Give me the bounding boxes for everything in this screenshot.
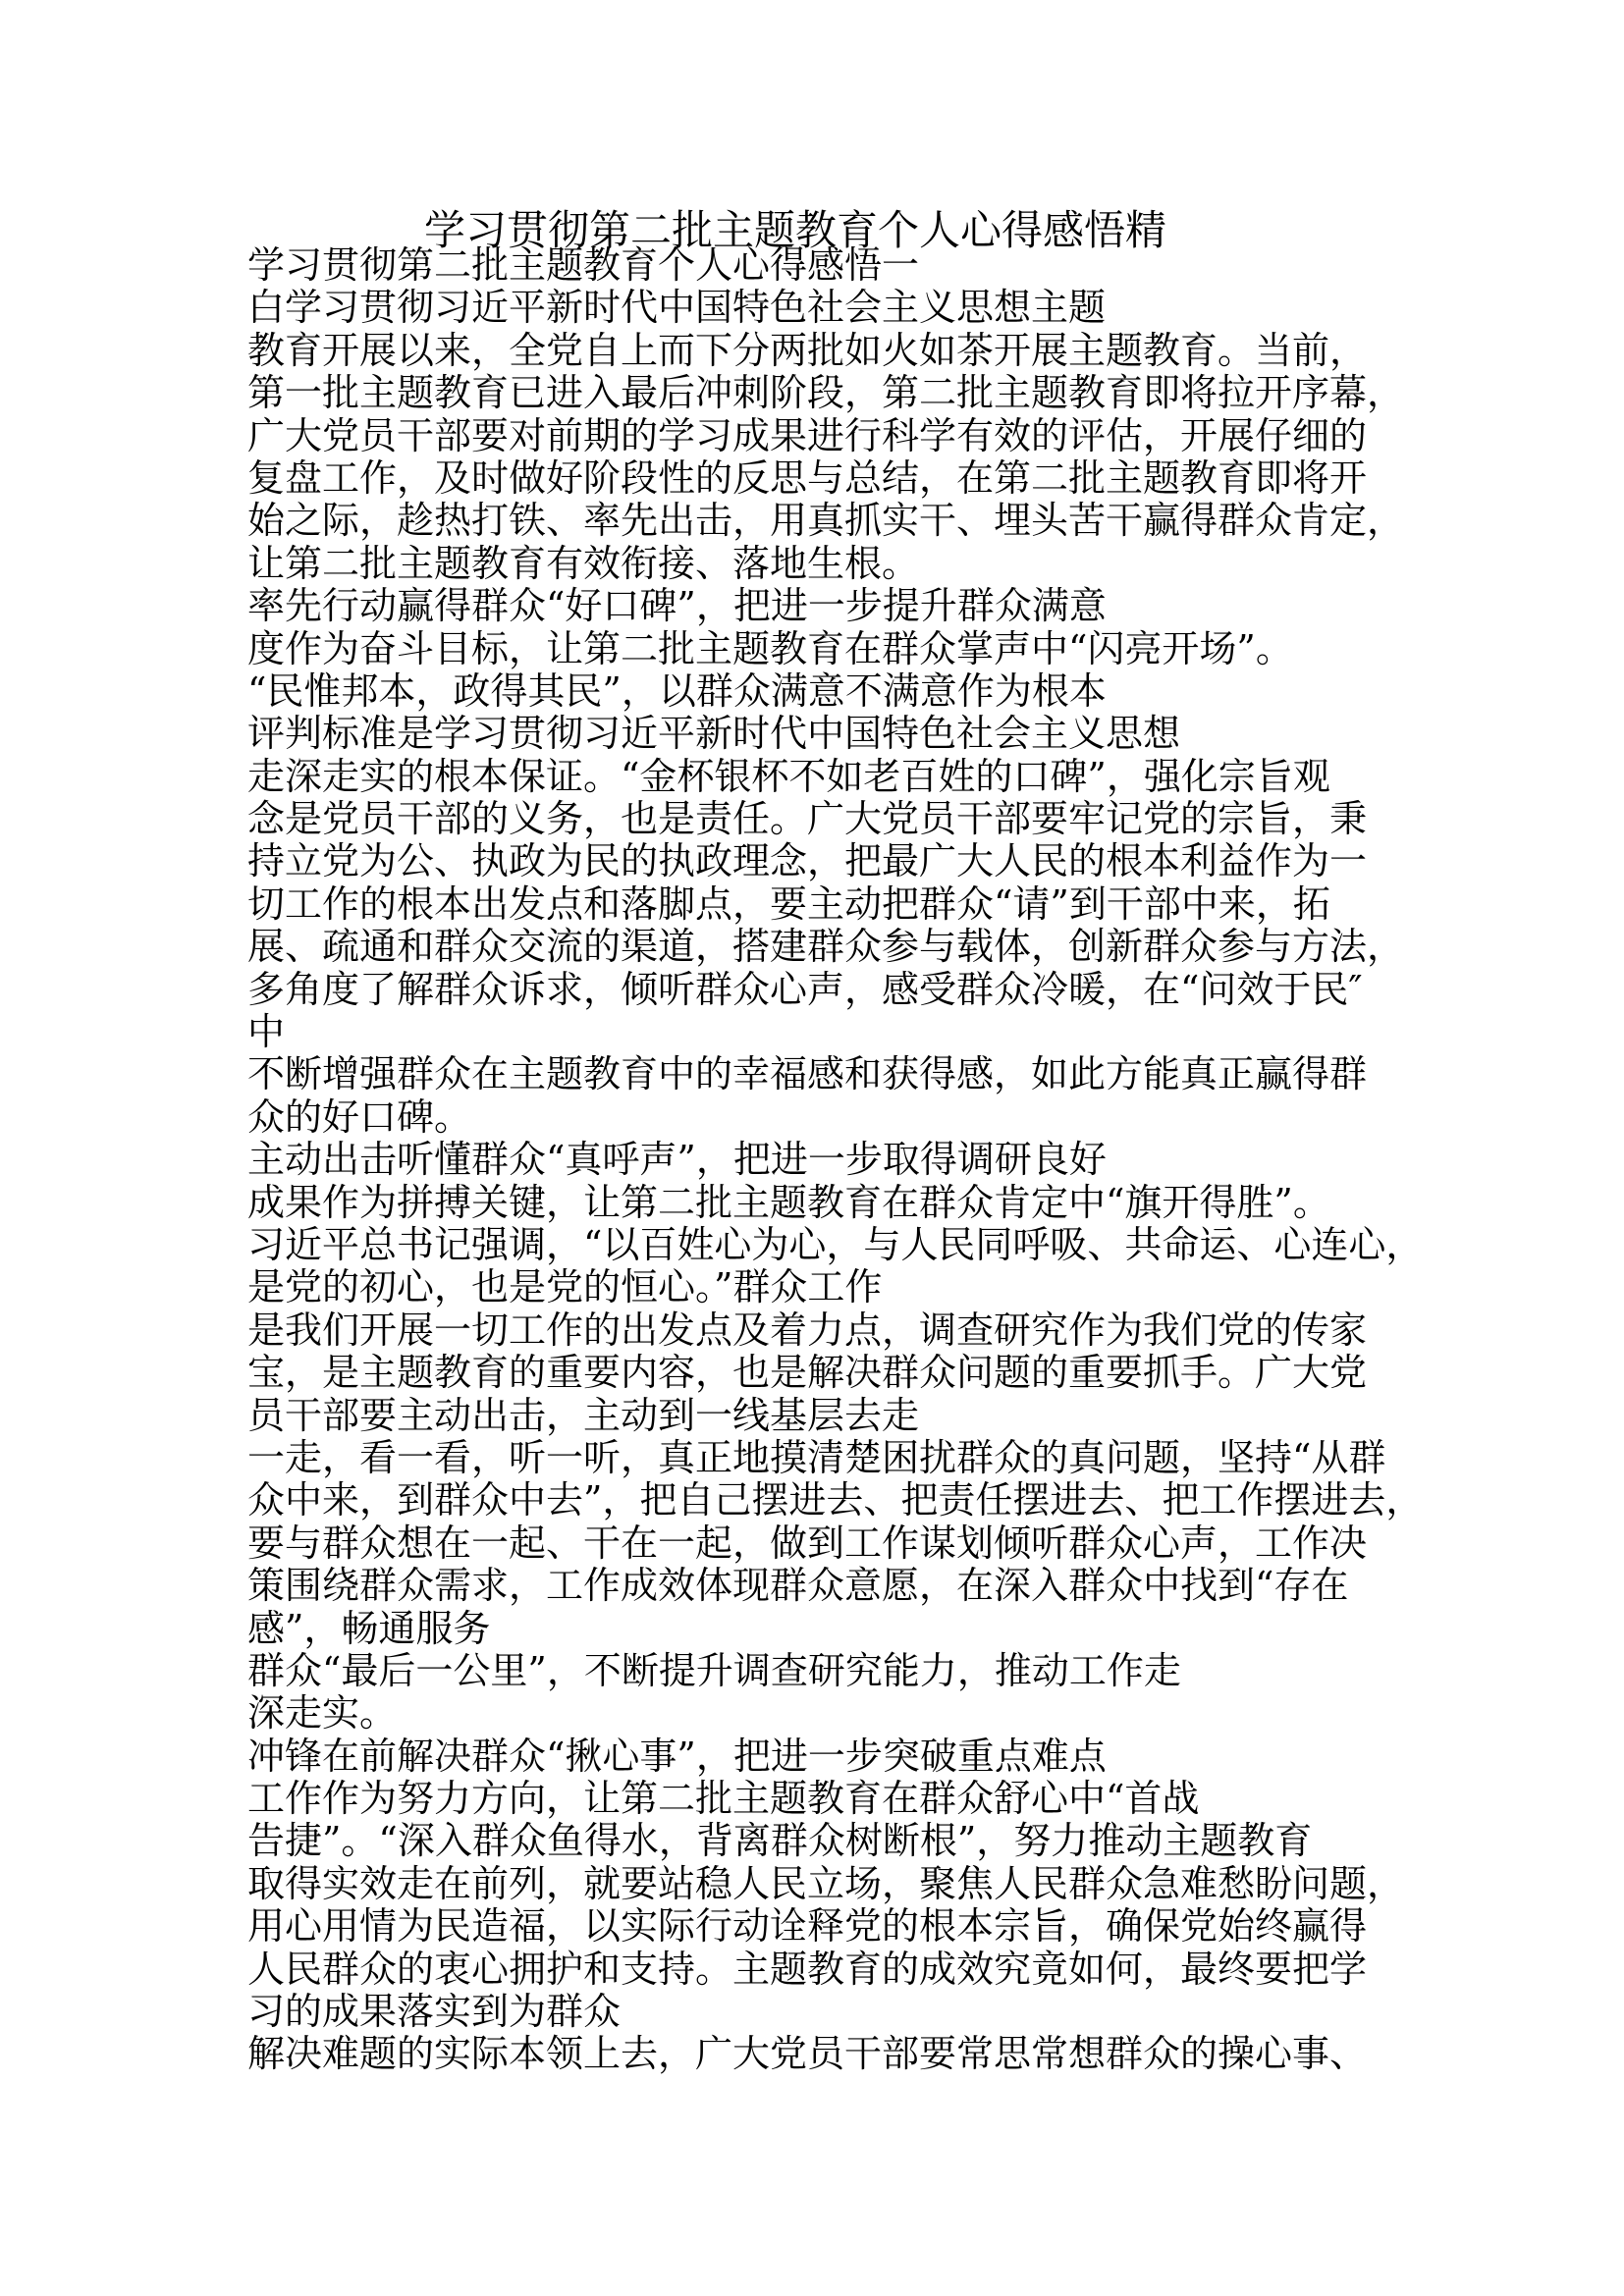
body-line: 切工作的根本出发点和落脚点，要主动把群众“请”到干部中来，拓: [247, 881, 1330, 926]
body-line: 不断增强群众在主题教育中的幸福感和获得感，如此方能真正赢得群: [247, 1052, 1368, 1096]
body-line: 众的好口碑。: [247, 1095, 472, 1139]
body-line: 是我们开展一切工作的出发点及着力点，调查研究作为我们党的传家: [247, 1308, 1368, 1352]
body-line: 让第二批主题教育有效衔接、落地生根。: [247, 541, 920, 585]
body-line: 群众“最后一公里”，不断提升调查研究能力，推动工作走: [247, 1648, 1181, 1692]
body-line: 要与群众想在一起、干在一起，做到工作谋划倾听群众心声，工作决: [247, 1521, 1368, 1565]
body-line: 是党的初心，也是党的恒心。”群众工作: [247, 1265, 883, 1309]
body-line: 始之际，趁热打铁、率先出击，用真抓实干、埋头苦干赢得群众肯定，: [247, 499, 1405, 543]
body-line: 员干部要主动出击，主动到一线基层去走: [247, 1393, 920, 1437]
body-line: 评判标准是学习贯彻习近平新时代中国特色社会主义思想: [247, 712, 1181, 756]
body-line: 走深走实的根本保证。“金杯银杯不如老百姓的口碑”，强化宗旨观: [247, 754, 1330, 798]
body-line: 广大党员干部要对前期的学习成果进行科学有效的评估，开展仔细的: [247, 413, 1368, 457]
body-line: 白学习贯彻习近平新时代中国特色社会主义思想主题: [247, 286, 1107, 330]
body-line: 念是党员干部的义务，也是责任。广大党员干部要牢记党的宗旨，秉: [247, 797, 1368, 841]
body-line: 宝，是主题教育的重要内容，也是解决群众问题的重要抓手。广大党: [247, 1351, 1368, 1395]
body-line: 教育开展以来，全党自上而下分两批如火如茶开展主题教育。当前，: [247, 328, 1368, 372]
body-line: 用心用情为民造福，以实际行动诠释党的根本宗旨，确保党始终赢得: [247, 1904, 1368, 1949]
body-line: 感”，畅通服务: [247, 1606, 491, 1650]
body-line: 中: [247, 1010, 286, 1054]
body-line: 成果作为拼搏关键，让第二批主题教育在群众肯定中“旗开得胜”。: [247, 1180, 1330, 1224]
section-heading-line: 主动出击听懂群众“真呼声”，把进一步取得调研良好: [247, 1138, 1107, 1182]
body-line: 多角度了解群众诉求，倾听群众心声，感受群众冷暖，在“问效于民″: [247, 967, 1363, 1011]
body-line: 习的成果落实到为群众: [247, 1990, 622, 2034]
body-line: 取得实效走在前列，就要站稳人民立场，聚焦人民群众急难愁盼问题，: [247, 1861, 1405, 1905]
body-line: 人民群众的衷心拥护和支持。主题教育的成效究竟如何，最终要把学: [247, 1947, 1368, 1991]
body-line: “民惟邦本，政得其民”，以群众满意不满意作为根本: [247, 668, 1107, 713]
body-line: 展、疏通和群众交流的渠道，搭建群众参与载体，创新群众参与方法，: [247, 925, 1405, 969]
subtitle-line: 学习贯彻第二批主题教育个人心得感悟一: [247, 243, 920, 287]
body-line: 第一批主题教育已进入最后冲刺阶段，第二批主题教育即将拉开序幕，: [247, 371, 1405, 415]
document-body: [247, 243, 1424, 2076]
body-line: 持立党为公、执政为民的执政理念，把最广大人民的根本利益作为一: [247, 839, 1368, 883]
body-line: 工作作为努力方向，让第二批主题教育在群众舒心中“首战: [247, 1777, 1200, 1821]
body-line: 一走，看一看，听一听，真正地摸清楚困扰群众的真问题，坚持“从群: [247, 1435, 1386, 1479]
section-heading-line: 冲锋在前解决群众“揪心事”，把进一步突破重点难点: [247, 1734, 1107, 1778]
body-line: 深走实。: [247, 1691, 398, 1735]
body-line: 习近平总书记强调，“以百姓心为心，与人民同呼吸、共命运、心连心，: [247, 1222, 1424, 1266]
document-title-text: 学习贯彻第二批主题教育个人心得感悟精: [423, 206, 1166, 254]
body-line: 度作为奋斗目标，让第二批主题教育在群众掌声中“闪亮开场”。: [247, 626, 1293, 670]
section-heading-line: 率先行动赢得群众“好口碑”，把进一步提升群众满意: [247, 584, 1107, 628]
body-line: 策围绕群众需求，工作成效体现群众意愿，在深入群众中找到“存在: [247, 1564, 1349, 1608]
body-line: 众中来，到群众中去”，把自己摆进去、把责任摆进去、把工作摆进去，: [247, 1478, 1424, 1522]
body-line: 告捷”。“深入群众鱼得水，背离群众树断根”，努力推动主题教育: [247, 1819, 1313, 1863]
body-line: 复盘工作，及时做好阶段性的反思与总结，在第二批主题教育即将开: [247, 455, 1368, 500]
body-line: 解决难题的实际本领上去，广大党员干部要常思常想群众的操心事、: [247, 2032, 1368, 2076]
